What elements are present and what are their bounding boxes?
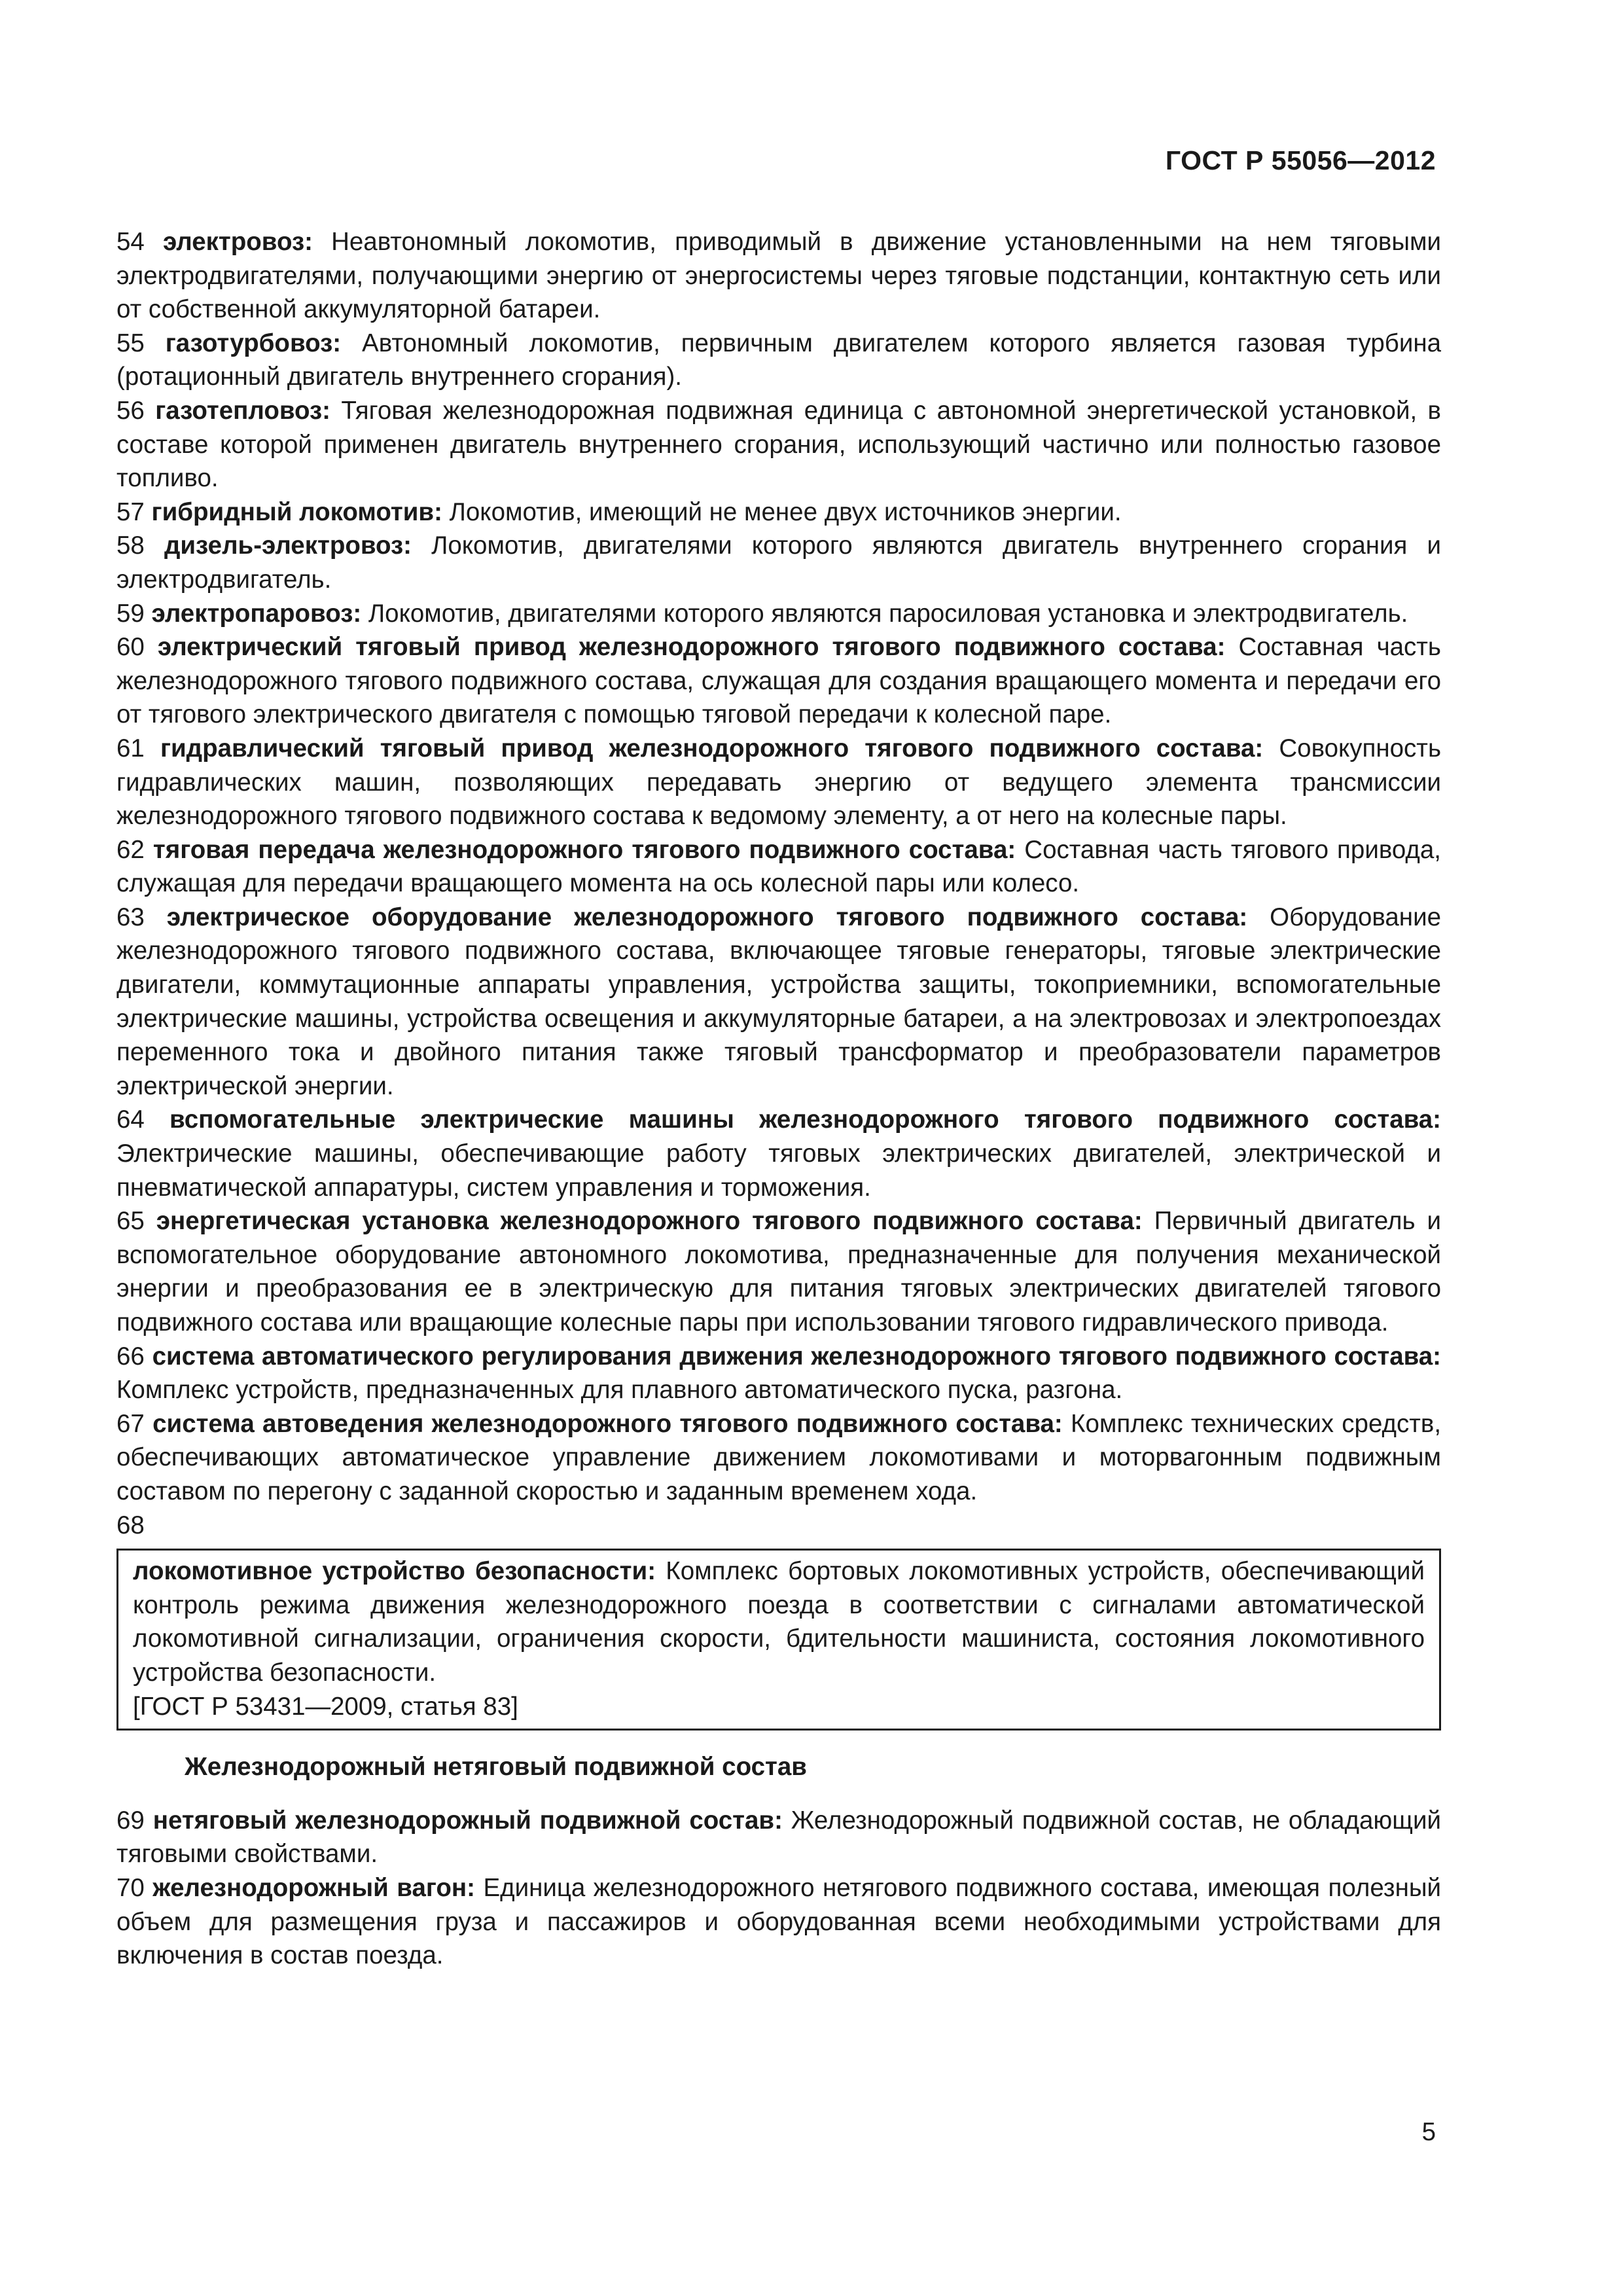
term-entry-61 [116, 732, 1441, 833]
term-entry-54 [116, 225, 1441, 327]
term-entry-59 [116, 597, 1441, 631]
term-definition: Локомотив, имеющий не менее двух источников энергии. [449, 497, 1122, 526]
term-definition: Первичный двигатель и вспомогательное оборудование автономного локомотива, предназначенные для получения механической энергии и преобразования ее в электрическую для питания тяговых электрических двигателей тягового подвижного состава или вращающие колесные пары при использовании тягового гидравлического привода. [116, 1207, 1441, 1336]
term-entry-67 [116, 1407, 1441, 1509]
term-definition: Единица железнодорожного нетягового подвижного состава, имеющая полезный объем для размещения груза и пассажиров и оборудованная всеми необходимыми устройствами для включения в состав поезда. [116, 1873, 1442, 1970]
term-title: система автоматического регулирования движения железнодорожного тягового подвижного состава: [152, 1342, 1441, 1371]
term-title: электровоз: [162, 228, 313, 256]
term-definition: Составная часть железнодорожного тягового подвижного состава, служащая для создания вращающего момента и передачи его от тягового электрического двигателя с помощью тяговой передачи к колесной паре. [116, 633, 1441, 729]
term-list-b [116, 1804, 1441, 1973]
term-definition: Локомотив, двигателями которого являются паросиловая установка и электродвигатель. [368, 599, 1408, 628]
term-title: электропаровоз: [151, 599, 362, 628]
term-entry-65 [116, 1204, 1441, 1339]
term-list-a [116, 225, 1441, 1509]
section-title: Железнодорожный нетяговый подвижной состав [185, 1753, 807, 1782]
term-title: гидравлический тяговый привод железнодорожного тягового подвижного состава: [160, 734, 1264, 762]
term-title: тяговая передача железнодорожного тягового подвижного состава: [152, 835, 1016, 864]
term-definition: Автономный локомотив, первичным двигателем которого является газовая турбина (ротационный двигатель внутреннего сгорания). [116, 329, 1441, 391]
term-title: газотепловоз: [155, 396, 331, 425]
term-number: 64 [116, 1105, 145, 1134]
term-entry-69 [116, 1804, 1441, 1871]
term-number: 57 [116, 497, 145, 526]
term-definition: Комплекс бортовых локомотивных устройств, обеспечивающий контроль режима движения железнодорожного поезда в соответствии с сигналами автоматической локомотивной сигнализации, ограничения скорости, бдительности машиниста, состояния локомотивного устройства безопасности. [133, 1557, 1425, 1687]
term-definition: Комплекс устройств, предназначенных для плавного автоматического пуска, разгона. [116, 1376, 1123, 1405]
term-title: вспомогательные электрические машины железнодорожного тягового подвижного состава: [169, 1105, 1441, 1134]
term-number: 56 [116, 396, 145, 425]
term-title: система автоведения железнодорожного тягового подвижного состава: [152, 1409, 1063, 1438]
term-title: локомотивное устройство безопасности: [133, 1557, 656, 1586]
term-number: 60 [116, 633, 145, 662]
standard-code-header: ГОСТ Р 55056—2012 [1165, 145, 1436, 175]
term-title: электрическое оборудование железнодорожного тягового подвижного состава: [166, 903, 1248, 931]
term-number-68: 68 [116, 1511, 145, 1539]
term-entry-62 [116, 833, 1441, 901]
term-entry-63 [116, 901, 1441, 1103]
term-title: газотурбовоз: [165, 329, 342, 357]
term-title: железнодорожный вагон: [152, 1873, 475, 1902]
term-number: 61 [116, 734, 145, 762]
term-number: 67 [116, 1409, 145, 1438]
term-entry-64 [116, 1103, 1441, 1204]
term-entry-66 [116, 1340, 1441, 1407]
term-number: 54 [116, 228, 145, 256]
term-title: нетяговый железнодорожный подвижной состав: [152, 1806, 783, 1835]
term-number: 55 [116, 329, 145, 357]
term-definition: Комплекс технических средств, обеспечивающих автоматическое управление движением локомотивами и моторвагонным подвижным составом по перегону с заданной скоростью и заданным временем хода. [116, 1409, 1442, 1505]
term-title: энергетическая установка железнодорожного тягового подвижного состава: [156, 1207, 1143, 1236]
term-entry-70 [116, 1871, 1441, 1973]
term-number: 63 [116, 903, 145, 931]
definition-source: [ГОСТ Р 53431—2009, статья 83] [133, 1692, 518, 1721]
term-entry-68 [133, 1554, 1425, 1689]
term-entry-58 [116, 529, 1441, 596]
term-number: 66 [116, 1342, 145, 1371]
term-number: 70 [116, 1873, 145, 1902]
term-title: гибридный локомотив: [151, 497, 442, 526]
term-definition: Локомотив, двигателями которого являются двигатель внутреннего сгорания и электродвигатель. [116, 531, 1442, 594]
document-body [116, 225, 1441, 1973]
term-number: 69 [116, 1806, 145, 1835]
term-definition: Электрические машины, обеспечивающие работу тяговых электрических двигателей, электрической и пневматической аппаратуры, систем управления и торможения. [116, 1139, 1441, 1202]
term-number: 62 [116, 835, 145, 864]
term-definition: Железнодорожный подвижной состав, не обладающий тяговыми свойствами. [116, 1806, 1441, 1869]
term-number: 59 [116, 599, 145, 628]
term-entry-55 [116, 327, 1441, 394]
term-entry-60 [116, 630, 1441, 732]
term-title: электрический тяговый привод железнодорожного тягового подвижного состава: [157, 633, 1226, 662]
term-title: дизель-электровоз: [164, 531, 412, 560]
term-definition: Неавтономный локомотив, приводимый в движение установленными на нем тяговыми электродвигателями, получающими энергию от энергосистемы через тяговые подстанции, контактную сеть или от собственной аккумуляторной батареи. [116, 228, 1441, 324]
term-entry-56 [116, 394, 1441, 495]
term-number: 58 [116, 531, 145, 560]
term-definition: Тяговая железнодорожная подвижная единица с автономной энергетической установкой, в составе которой применен двигатель внутреннего сгорания, использующий частично или полностью газовое топливо. [116, 396, 1441, 493]
term-entry-57 [116, 495, 1441, 529]
term-definition: Совокупность гидравлических машин, позволяющих передавать энергию от ведущего элемента трансмиссии железнодорожного тягового подвижного состава к ведомому элементу, а от него на колесные пары. [116, 734, 1441, 831]
term-definition: Оборудование железнодорожного тягового подвижного состава, включающее тяговые генераторы, тяговые электрические двигатели, коммутационные аппараты управления, устройства защиты, токоприемники, вспомогательные электрические машины, устройства освещения и аккумуляторные батареи, а на электровозах и электропоездах переменного тока и двойного питания также тяговый трансформатор и преобразователи параметров электрической энергии. [116, 903, 1441, 1100]
page-number: 5 [1421, 2118, 1436, 2146]
term-definition: Составная часть тягового привода, служащая для передачи вращающего момента на ось колесной пары или колесо. [116, 835, 1441, 898]
term-number: 65 [116, 1207, 145, 1236]
quoted-definition-box [116, 1549, 1441, 1731]
